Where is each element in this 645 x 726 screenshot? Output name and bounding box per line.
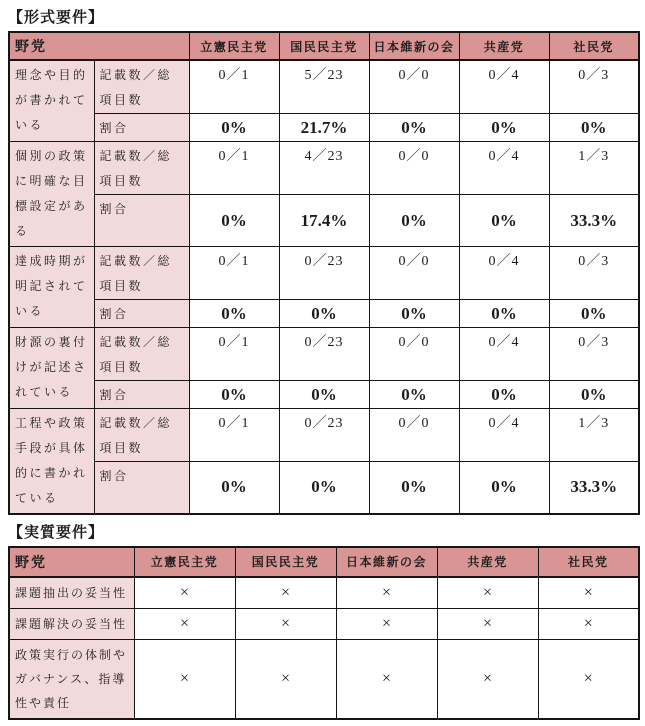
count-cell: 0／4: [459, 409, 549, 462]
count-row-label: 記載数／総項目数: [94, 328, 189, 381]
table-row: [9, 608, 639, 639]
ratio-cell: 0%: [189, 300, 279, 328]
cross-mark-cell: ×: [134, 577, 235, 609]
cross-mark-cell: ×: [538, 639, 639, 719]
ratio-row-label: 割合: [94, 195, 189, 247]
table-row: [9, 409, 639, 462]
ratio-cell: 0%: [189, 195, 279, 247]
table-row: [9, 462, 639, 514]
ratio-row-label: 割合: [94, 381, 189, 409]
ratio-row-label: 割合: [94, 300, 189, 328]
party-header: 共産党: [437, 547, 538, 577]
ratio-cell: 0%: [459, 114, 549, 142]
cross-mark-cell: ×: [538, 577, 639, 609]
ratio-cell: 0%: [189, 462, 279, 514]
ratio-cell: 21.7%: [279, 114, 369, 142]
table-row: [9, 195, 639, 247]
cross-mark-cell: ×: [336, 639, 437, 719]
count-cell: 0／4: [459, 328, 549, 381]
count-cell: 0／4: [459, 60, 549, 114]
ratio-cell: 0%: [549, 381, 639, 409]
ratio-cell: 0%: [279, 300, 369, 328]
cross-mark-cell: ×: [235, 608, 336, 639]
table-row: [9, 114, 639, 142]
count-cell: 0／23: [279, 328, 369, 381]
ratio-cell: 0%: [189, 114, 279, 142]
ratio-cell: 0%: [279, 462, 369, 514]
count-cell: 0／1: [189, 60, 279, 114]
formal-requirements-table: [8, 31, 640, 515]
count-cell: 0／0: [369, 247, 459, 300]
criterion-label: 課題抽出の妥当性: [9, 577, 134, 609]
count-row-label: 記載数／総項目数: [94, 60, 189, 114]
ratio-cell: 0%: [459, 300, 549, 328]
count-cell: 0／3: [549, 60, 639, 114]
ratio-cell: 0%: [279, 381, 369, 409]
criterion-label: 達成時期が明記されている: [9, 247, 94, 328]
count-row-label: 記載数／総項目数: [94, 247, 189, 300]
table-row: [9, 247, 639, 300]
count-cell: 0／0: [369, 409, 459, 462]
ratio-cell: 0%: [459, 462, 549, 514]
party-header: 社民党: [549, 32, 639, 60]
table-row: [9, 60, 639, 114]
ratio-cell: 33.3%: [549, 462, 639, 514]
count-cell: 0／3: [549, 328, 639, 381]
ratio-cell: 0%: [189, 381, 279, 409]
cross-mark-cell: ×: [336, 608, 437, 639]
count-cell: 0／1: [189, 328, 279, 381]
count-cell: 0／4: [459, 142, 549, 195]
count-cell: 0／23: [279, 409, 369, 462]
party-header: 社民党: [538, 547, 639, 577]
count-cell: 0／1: [189, 247, 279, 300]
ratio-cell: 33.3%: [549, 195, 639, 247]
count-cell: 0／0: [369, 60, 459, 114]
criterion-label: 財源の裏付けが記述されている: [9, 328, 94, 409]
count-cell: 1／3: [549, 409, 639, 462]
party-header: 立憲民主党: [189, 32, 279, 60]
ratio-row-label: 割合: [94, 462, 189, 514]
count-cell: 0／3: [549, 247, 639, 300]
table-header-row: [9, 32, 639, 60]
count-cell: 4／23: [279, 142, 369, 195]
count-cell: 5／23: [279, 60, 369, 114]
ratio-cell: 0%: [369, 195, 459, 247]
ratio-cell: 0%: [549, 300, 639, 328]
cross-mark-cell: ×: [437, 608, 538, 639]
table-row: [9, 577, 639, 609]
ratio-cell: 0%: [369, 114, 459, 142]
table-row: [9, 300, 639, 328]
ratio-row-label: 割合: [94, 114, 189, 142]
count-row-label: 記載数／総項目数: [94, 142, 189, 195]
table-row: [9, 639, 639, 719]
cross-mark-cell: ×: [437, 577, 538, 609]
ratio-cell: 0%: [459, 381, 549, 409]
corner-label: 野党: [9, 32, 189, 60]
formal-requirements-title: 【形式要件】: [8, 10, 105, 26]
ratio-cell: 0%: [459, 195, 549, 247]
cross-mark-cell: ×: [235, 639, 336, 719]
cross-mark-cell: ×: [538, 608, 639, 639]
count-cell: 0／0: [369, 142, 459, 195]
party-header: 日本維新の会: [369, 32, 459, 60]
substantive-requirements-table: [8, 546, 640, 720]
table-row: [9, 381, 639, 409]
party-header: 日本維新の会: [336, 547, 437, 577]
count-cell: 0／1: [189, 142, 279, 195]
count-cell: 0／1: [189, 409, 279, 462]
ratio-cell: 0%: [369, 300, 459, 328]
party-header: 国民民主党: [279, 32, 369, 60]
table-row: [9, 142, 639, 195]
party-header: 国民民主党: [235, 547, 336, 577]
table-header-row: [9, 547, 639, 577]
substantive-requirements-title: 【実質要件】: [8, 524, 105, 541]
cross-mark-cell: ×: [336, 577, 437, 609]
ratio-cell: 0%: [369, 462, 459, 514]
count-cell: 0／0: [369, 328, 459, 381]
criterion-label: 政策実行の体制やガバナンス、指導性や責任: [9, 639, 134, 719]
cross-mark-cell: ×: [235, 577, 336, 609]
ratio-cell: 0%: [369, 381, 459, 409]
criterion-label: 工程や政策手段が具体的に書かれている: [9, 409, 94, 514]
criterion-label: 理念や目的が書かれている: [9, 60, 94, 142]
cross-mark-cell: ×: [437, 639, 538, 719]
table-row: [9, 328, 639, 381]
count-cell: 0／23: [279, 247, 369, 300]
criterion-label: 課題解決の妥当性: [9, 608, 134, 639]
criterion-label: 個別の政策に明確な目標設定がある: [9, 142, 94, 247]
party-header: 共産党: [459, 32, 549, 60]
count-cell: 1／3: [549, 142, 639, 195]
cross-mark-cell: ×: [134, 639, 235, 719]
corner-label: 野党: [9, 547, 134, 577]
party-header: 立憲民主党: [134, 547, 235, 577]
count-row-label: 記載数／総項目数: [94, 409, 189, 462]
cross-mark-cell: ×: [134, 608, 235, 639]
ratio-cell: 0%: [549, 114, 639, 142]
count-cell: 0／4: [459, 247, 549, 300]
ratio-cell: 17.4%: [279, 195, 369, 247]
